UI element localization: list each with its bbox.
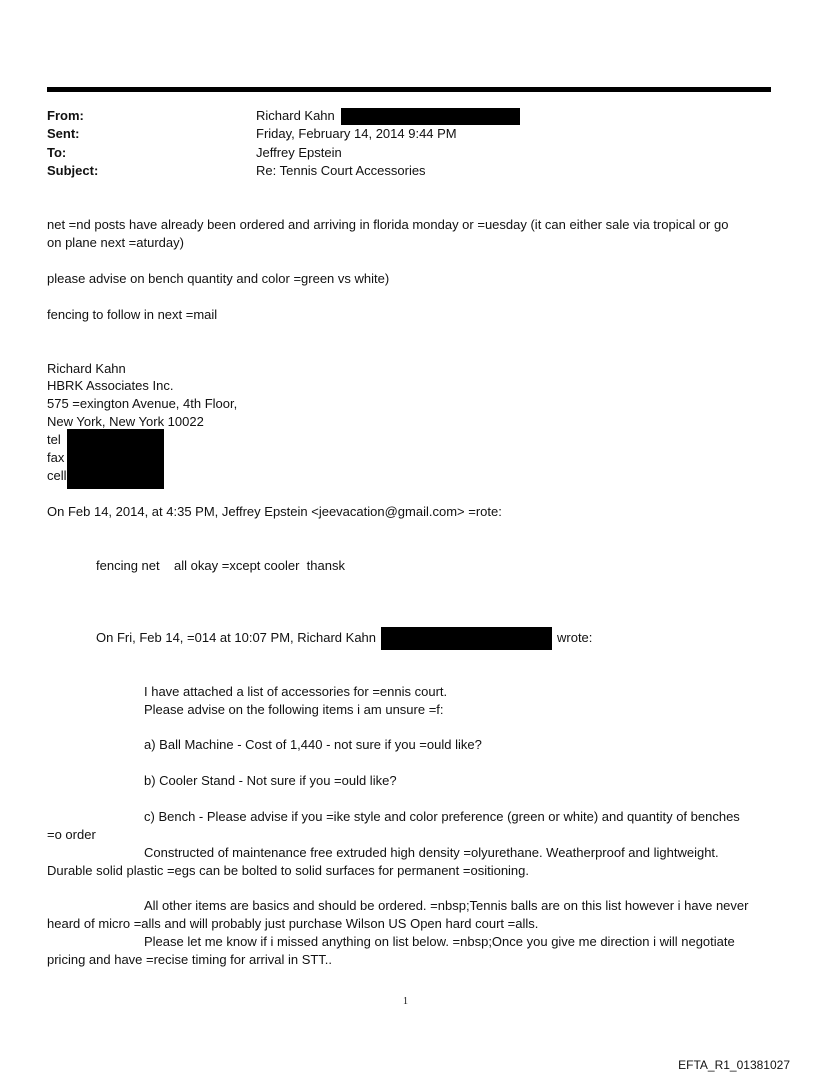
body-paragraph-line: net =nd posts have already been ordered and arriving in florida monday or =uesday (it can either sale via tropical or go [47,217,729,232]
signature-cell-label: cell [47,468,67,483]
quoted-line: All other items are basics and should be ordered. =nbsp;Tennis balls are on this list however i have never [144,898,749,913]
document-id: EFTA_R1_01381027 [678,1058,790,1072]
quoted-line: Constructed of maintenance free extruded high density =olyurethane. Weatherproof and lightweight. [144,845,719,860]
subject-label: Subject: [47,163,99,178]
body-paragraph: please advise on bench quantity and color =green vs white) [47,271,390,286]
header-rule [47,87,771,92]
body-paragraph-line: on plane next =aturday) [47,235,184,250]
quoted-line: pricing and have =recise timing for arrival in STT.. [47,952,333,967]
quoted-message: fencing net all okay =xcept cooler thansk [96,558,345,573]
signature-fax-label: fax [47,450,65,465]
quoted-line: Durable solid plastic =egs can be bolted to solid surfaces for permanent =ositioning. [47,863,530,878]
quoted-item: c) Bench - Please advise if you =ike style and color preference (green or white) and quantity of benches [144,809,740,824]
to-label: To: [47,145,67,160]
quote-intro: On Feb 14, 2014, at 4:35 PM, Jeffrey Epstein <jeevacation@gmail.com> =rote: [47,504,502,519]
quoted-line: Please let me know if i missed anything on list below. =nbsp;Once you give me direction i will negotiate [144,934,735,949]
signature-company: HBRK Associates Inc. [47,378,174,393]
quoted-item: =o order [47,827,96,842]
from-label: From: [47,108,84,123]
page-number: 1 [403,996,408,1007]
quoted-line: heard of micro =alls and will probably just purchase Wilson US Open hard court =alls. [47,916,539,931]
signature-tel-label: tel [47,432,61,447]
quote-intro: On Fri, Feb 14, =014 at 10:07 PM, Richard Kahn [96,630,377,645]
body-paragraph: fencing to follow in next =mail [47,307,218,322]
redaction-block [341,108,520,125]
signature-address: 575 =exington Avenue, 4th Floor, [47,396,238,411]
quoted-item: b) Cooler Stand - Not sure if you =ould like? [144,773,397,788]
quoted-item: a) Ball Machine - Cost of 1,440 - not sure if you =ould like? [144,737,482,752]
redaction-block [67,429,164,489]
from-value: Richard Kahn [256,108,335,123]
sent-label: Sent: [47,126,80,141]
to-value: Jeffrey Epstein [256,145,342,160]
signature-address: New York, New York 10022 [47,414,204,429]
sent-value: Friday, February 14, 2014 9:44 PM [256,126,457,141]
signature-name: Richard Kahn [47,361,126,376]
redaction-block [381,627,552,650]
quoted-line: Please advise on the following items i am unsure =f: [144,702,444,717]
subject-value: Re: Tennis Court Accessories [256,163,426,178]
quoted-line: I have attached a list of accessories for =ennis court. [144,684,448,699]
quote-intro-suffix: wrote: [557,630,593,645]
